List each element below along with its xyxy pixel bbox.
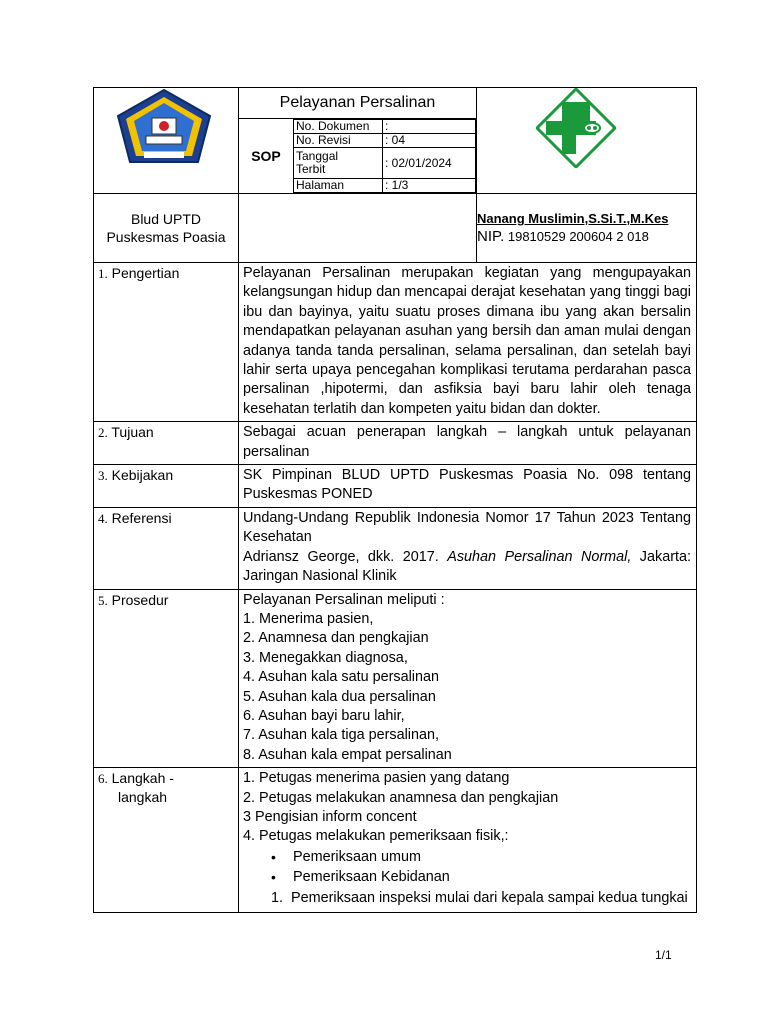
reference-law: Undang-Undang Republik Indonesia Nomor 17 Tahun 2023 Tentang Kesehatan (243, 509, 691, 546)
bullet-item: • Pemeriksaan umum (243, 848, 691, 867)
list-item: 3 Pengisian inform concent (243, 808, 417, 825)
section-text-tujuan: Sebagai acuan penerapan langkah – langkah untuk pelayanan persalinan (239, 422, 697, 465)
list-item: 2. Petugas melakukan anamnesa dan pengkajian (243, 789, 559, 806)
prosedur-intro: Pelayanan Persalinan meliputi : (243, 591, 445, 608)
signer-name: Nanang Muslimin,S.Si.T.,M.Kes (477, 211, 669, 226)
section-label-prosedur: 5. Prosedur (94, 589, 239, 768)
section-label-pengertian: 1. Pengertian (94, 263, 239, 422)
list-item: 4. Petugas melakukan pemeriksaan fisik,: (243, 828, 509, 845)
sub-list-item: 1. Pemeriksaan inspeksi mulai dari kepala sampai kedua tungkai (271, 889, 688, 906)
signer-block (477, 194, 697, 263)
meta-value: : (383, 120, 476, 134)
list-item: 8. Asuhan kala empat persalinan (243, 746, 452, 763)
meta-label: Halaman (294, 178, 383, 192)
section-label-kebijakan: 3. Kebijakan (94, 465, 239, 508)
nip-value: 19810529 200604 2 018 (504, 229, 649, 244)
section-label-tujuan: 2. Tujuan (94, 422, 239, 465)
regional-emblem-cell (94, 88, 239, 194)
document-title: Pelayanan Persalinan (239, 88, 476, 119)
meta-value: : 02/01/2024 (383, 148, 476, 178)
reference-publisher: Jakarta: Jaringan Nasional Klinik (243, 548, 691, 585)
list-item: 2. Anamnesa dan pengkajian (243, 630, 429, 647)
section-label-referensi: 4. Referensi (94, 507, 239, 589)
title-meta-cell (239, 88, 477, 194)
document-meta-table (293, 119, 476, 193)
sop-document-table (93, 87, 697, 913)
section-text-referensi (239, 507, 697, 589)
meta-label: No. Revisi (294, 134, 383, 148)
reference-book-title: Asuhan Persalinan Normal, (447, 548, 632, 565)
section-label-langkah: 6. Langkah - langkah (94, 768, 239, 913)
health-cross-logo-icon (536, 88, 616, 168)
section-text-pengertian: Pelayanan Persalinan merupakan kegiatan yang mengupayakan kelangsungan hidup dan mencapai derajat kesehatan yang tinggi bagi ibu dan bayinya, yaitu suatu proses dimana ibu yang akan bersalin mendapatkan pelayanan asuhan yang bersih dan aman mulai dengan adanya tanda tanda persalinan, selama persalinan, dan setelah bayi lahir serta upaya pencegahan komplikasi terutama perdarahan pasca persalinan ,hipotermi, dan asfiksia bayi baru lahir oleh tenaga kesehatan terlatih dan kompeten yaitu bidan dan dokter. (239, 263, 697, 422)
list-item: 1. Petugas menerima pasien yang datang (243, 770, 510, 787)
list-item: 4. Asuhan kala satu persalinan (243, 669, 440, 686)
org-line: Blud UPTD (130, 211, 202, 227)
meta-value: : 04 (383, 134, 476, 148)
section-text-prosedur (239, 589, 697, 768)
section-text-langkah (239, 768, 697, 913)
regional-emblem-icon (114, 88, 214, 166)
organization-name (94, 194, 239, 263)
list-item: 6. Asuhan bayi baru lahir, (243, 707, 405, 724)
meta-value: : 1/3 (383, 178, 476, 192)
meta-label: No. Dokumen (294, 120, 383, 134)
nip-label: NIP. (477, 228, 505, 245)
health-logo-cell (477, 88, 697, 194)
org-line: Puskesmas Poasia (106, 229, 226, 245)
sop-label: SOP (251, 148, 281, 164)
empty-cell (239, 194, 477, 263)
reference-author: Adriansz George, dkk. 2017. (243, 548, 448, 565)
list-item: 7. Asuhan kala tiga persalinan, (243, 727, 440, 744)
list-item: 3. Menegakkan diagnosa, (243, 649, 408, 666)
list-item: 1. Menerima pasien, (243, 610, 374, 627)
list-item: 5. Asuhan kala dua persalinan (243, 688, 436, 705)
page-number: 1/1 (655, 948, 672, 962)
meta-label: Tanggal Terbit (294, 148, 383, 178)
bullet-item: • Pemeriksaan Kebidanan (243, 868, 691, 887)
section-text-kebijakan: SK Pimpinan BLUD UPTD Puskesmas Poasia No. 098 tentang Puskesmas PONED (239, 465, 697, 508)
